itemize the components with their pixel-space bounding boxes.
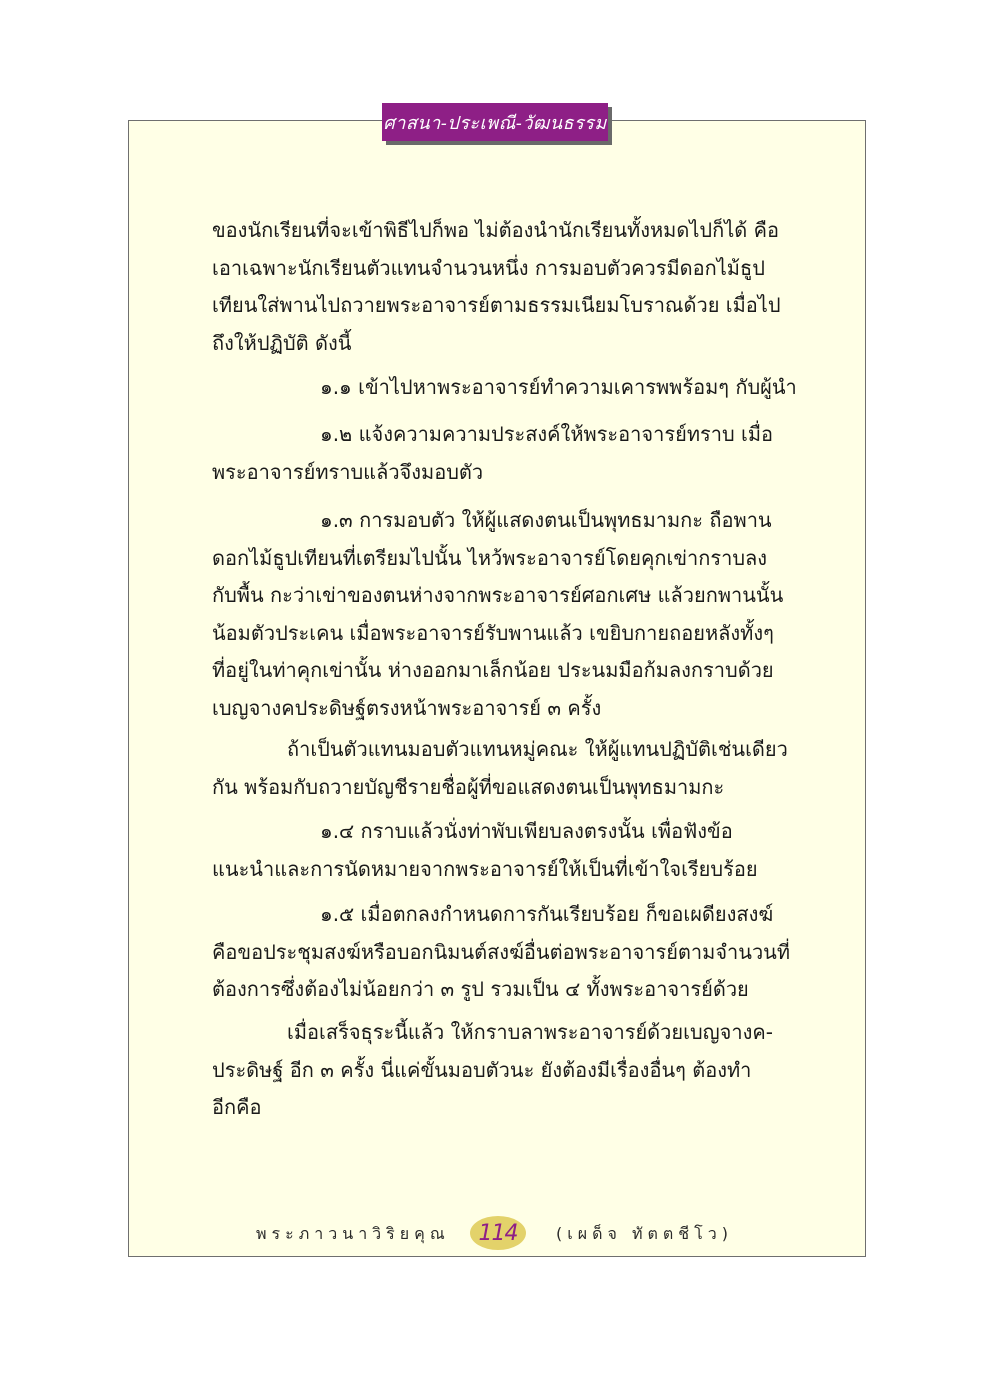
text-line: พระอาจารย์ทราบแล้วจึงมอบตัว	[212, 459, 484, 484]
text-line: ที่อยู่ในท่าคุกเข่านั้น ห่างออกมาเล็กน้อย ประนมมือก้มลงกราบด้วย	[212, 658, 774, 682]
text-line: ประดิษฐ์ อีก ๓ ครั้ง นี่แค่ขั้นมอบตัวนะ ยังต้องมีเรื่องอื่นๆ ต้องทำ	[212, 1057, 752, 1082]
text-line: แนะนำและการนัดหมายจากพระอาจารย์ให้เป็นที่เข้าใจเรียบร้อย	[212, 856, 758, 881]
section-title: ศาสนา-ประเพณี-วัฒนธรรม	[383, 112, 607, 134]
text-line: ถึงให้ปฏิบัติ ดังนี้	[212, 330, 352, 355]
text-line: กับพื้น กะว่าเข่าของตนห่างจากพระอาจารย์ศอกเศษ แล้วยกพานนั้น	[212, 583, 784, 607]
paragraph-0	[212, 212, 792, 362]
paragraph-1	[320, 369, 800, 407]
text-line: น้อมตัวประเคน เมื่อพระอาจารย์รับพานแล้ว เขยิบกายถอยหลังทั้งๆ	[212, 620, 774, 645]
text-line: ถ้าเป็นตัวแทนมอบตัวแทนหมู่คณะ ให้ผู้แทนปฏิบัติเช่นเดียว	[287, 737, 788, 761]
text-line: ๑.๒ แจ้งความความประสงค์ให้พระอาจารย์ทราบ เมื่อ	[320, 422, 774, 446]
text-line: เมื่อเสร็จธุระนี้แล้ว ให้กราบลาพระอาจารย์ด้วยเบญจางค-	[287, 1020, 773, 1044]
paragraph-2	[212, 416, 792, 491]
text-line: ของนักเรียนที่จะเข้าพิธีไปก็พอ ไม่ต้องนำนักเรียนทั้งหมดไปก็ได้ คือ	[212, 218, 780, 242]
text-line: เทียนใส่พานไปถวายพระอาจารย์ตามธรรมเนียมโบราณด้วย เมื่อไป	[212, 293, 781, 317]
text-line: ๑.๑ เข้าไปหาพระอาจารย์ทำความเคารพพร้อมๆ กับผู้นำ	[320, 375, 797, 399]
paragraph-4	[212, 731, 792, 806]
text-line: เอาเฉพาะนักเรียนตัวแทนจำนวนหนึ่ง การมอบตัวควรมีดอกไม้ธูป	[212, 255, 765, 280]
text-line: ต้องการซึ่งต้องไม่น้อยกว่า ๓ รูป รวมเป็น ๔ ทั้งพระอาจารย์ด้วย	[212, 977, 749, 1001]
text-line: กัน พร้อมกับถวายบัญชีรายชื่อผู้ที่ขอแสดงตนเป็นพุทธมามกะ	[212, 774, 725, 799]
paragraph-3	[212, 502, 792, 727]
paragraph-5	[212, 813, 792, 888]
text-line: ๑.๕ เมื่อตกลงกำหนดการกันเรียบร้อย ก็ขอเผดียงสงฆ์	[320, 902, 774, 926]
paragraph-7	[212, 1014, 792, 1127]
page-number: 114	[478, 1220, 518, 1246]
text-line: เบญจางคประดิษฐ์ตรงหน้าพระอาจารย์ ๓ ครั้ง	[212, 695, 602, 720]
text-line: ๑.๔ กราบแล้วนั่งท่าพับเพียบลงตรงนั้น เพื่อฟังข้อ	[320, 819, 733, 843]
text-line: ดอกไม้ธูปเทียนที่เตรียมไปนั้น ไหว้พระอาจารย์โดยคุกเข่ากราบลง	[212, 545, 768, 570]
section-header	[382, 103, 608, 141]
paragraph-6	[212, 896, 792, 1009]
page-number-badge	[470, 1216, 526, 1250]
footer-author-name: (เผด็จ ทัตตชีโว)	[556, 1224, 733, 1243]
text-line: คือขอประชุมสงฆ์หรือบอกนิมนต์สงฆ์อื่นต่อพระอาจารย์ตามจำนวนที่	[212, 939, 791, 964]
text-line: อีกคือ	[212, 1095, 262, 1119]
footer-author: พระภาวนาวิริยคุณ	[256, 1224, 450, 1243]
text-line: ๑.๓ การมอบตัว ให้ผู้แสดงตนเป็นพุทธมามกะ ถือพาน	[320, 508, 772, 532]
